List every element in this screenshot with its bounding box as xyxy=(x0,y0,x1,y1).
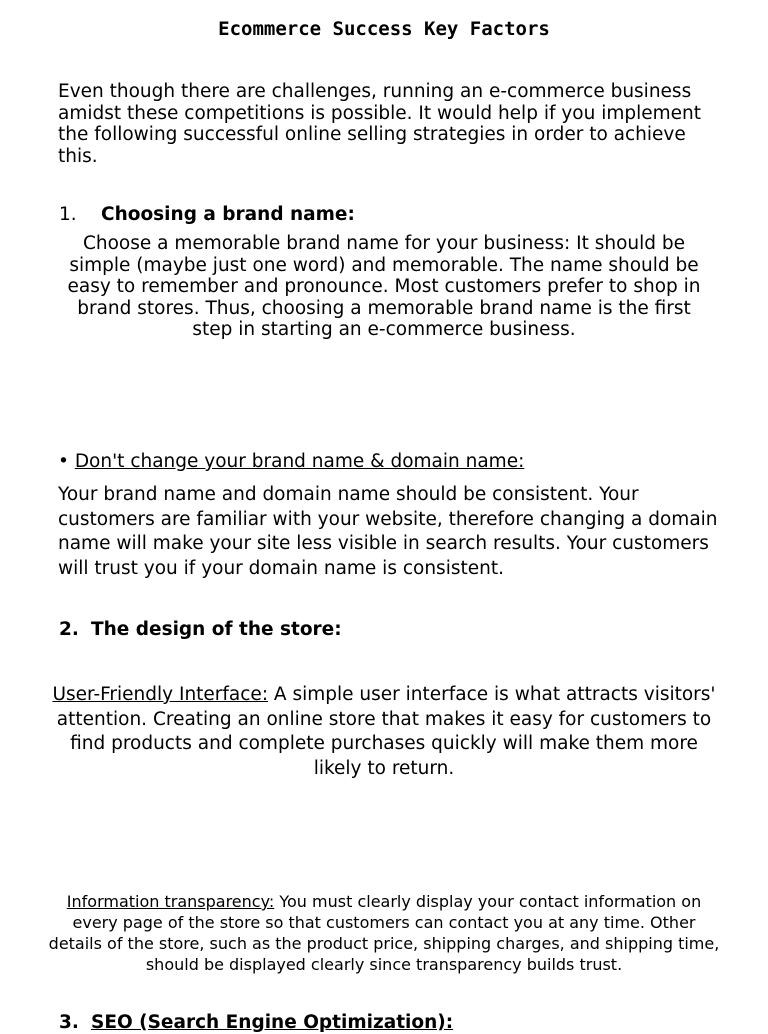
info-transparency-label: Information transparency: xyxy=(66,892,275,911)
section-1-number: 1. xyxy=(59,204,77,225)
bullet-heading xyxy=(58,451,524,473)
section-2-title: The design of the store: xyxy=(91,619,342,640)
page-title: Ecommerce Success Key Factors xyxy=(218,18,550,40)
section-3-heading xyxy=(59,1012,453,1034)
bullet-heading-text: Don't change your brand name & domain name: xyxy=(74,451,525,472)
domain-name-paragraph: Your brand name and domain name should be consistent. Your customers are familiar with your website, therefore changing a domain name will make your site less visible in search results. Your customers will trust you if your domain name is consistent. xyxy=(58,484,718,579)
user-friendly-label: User-Friendly Interface: xyxy=(52,684,269,705)
info-transparency-paragraph xyxy=(48,891,720,975)
section-3-number: 3. xyxy=(59,1012,79,1033)
bullet-icon: • xyxy=(58,451,69,472)
info-transparency-body: You must clearly display your contact information on every page of the store so that customers can contact you at any time. Other details of the store, such as the product price, shipping charges, and shipping time, should be displayed clearly since transparency builds trust. xyxy=(48,892,720,974)
section-2-heading xyxy=(59,619,342,641)
section-2-number: 2. xyxy=(59,619,79,640)
brand-name-paragraph: Choose a memorable brand name for your business: It should be simple (maybe just one word) and memorable. The name should be easy to remember and pronounce. Most customers prefer to shop in brand stores. Thus, choosing a memorable brand name is the first step in starting an e-commerce business. xyxy=(67,233,701,340)
intro-paragraph: Even though there are challenges, running an e-commerce business amidst these competitions is possible. It would help if you implement the following successful online selling strategies in order to achieve this. xyxy=(58,81,702,167)
user-friendly-body: A simple user interface is what attracts visitors' attention. Creating an online store that makes it easy for customers to find products and complete purchases quickly will make them more likely to return. xyxy=(56,684,716,779)
user-friendly-paragraph xyxy=(48,683,720,781)
section-1-title: Choosing a brand name: xyxy=(101,204,355,225)
section-1-heading xyxy=(59,204,355,226)
section-3-title: SEO (Search Engine Optimization): xyxy=(91,1012,454,1033)
